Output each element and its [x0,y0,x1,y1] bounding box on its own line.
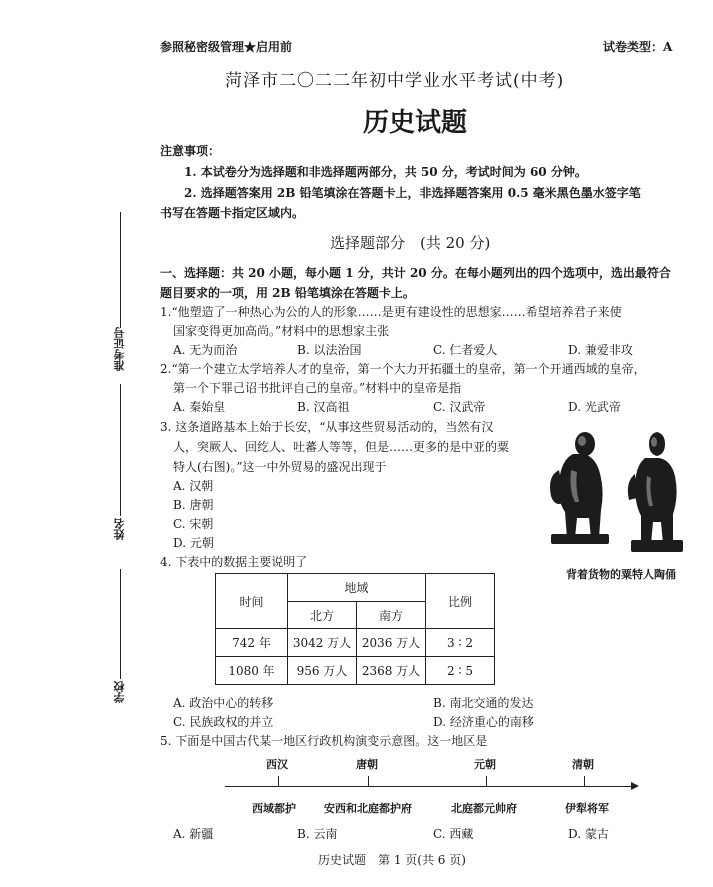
question-4-option-a[interactable]: A. 政治中心的转移 [173,696,274,710]
timeline-axis [225,786,633,787]
notes-heading: 注意事项： [160,144,221,158]
question-3-option-b[interactable]: B. 唐朝 [173,498,214,512]
table-cell-time: 1080 年 [216,657,288,685]
question-2-option-d[interactable]: D. 光武帝 [568,400,621,414]
question-5-option-c[interactable]: C. 西藏 [433,827,474,841]
question-3-stem: 3. 这条道路基本上始于长安，“从事这些贸易活动的，当然有汉 [160,420,494,434]
page-title: 历史试题 [363,108,468,138]
question-3-stem: 人，突厥人、回纥人、吐蕃人等等，但是……更多的是中亚的粟 [173,440,510,454]
table-cell-south: 2036 万人 [357,629,426,657]
question-1-option-b[interactable]: B. 以法治国 [297,343,362,357]
question-3-stem: 特人(右图)。”这一中外贸易的盛况出现于 [173,460,387,474]
question-1-stem: 国家变得更加高尚。”材料中的思想家主张 [173,324,390,338]
image-caption: 背着货物的粟特人陶俑 [566,568,676,581]
question-2-stem: 2.“第一个建立太学培养人才的皇帝，第一个大力开拓疆土的皇帝，第一个开通西域的皇帝， [160,362,646,376]
question-1-stem: 1.“他塑造了一种热心为公的人的形象……是更有建设性的思想家……希望培养君子来使 [160,305,622,319]
table-row [216,629,495,657]
question-2-option-b[interactable]: B. 汉高祖 [297,400,350,414]
section-title: 选择题部分 (共 20 分) [330,234,491,252]
table-cell-south: 2368 万人 [357,657,426,685]
timeline-dynasty: 元朝 [474,758,496,771]
question-2-stem: 第一个下罪己诏书批评自己的皇帝。”材料中的皇帝是指 [173,381,462,395]
exam-number-label: 准考证号 [113,327,126,371]
table-cell-time: 742 年 [216,629,288,657]
name-label: 姓名 [113,518,126,540]
page-footer: 历史试题 第 1 页(共 6 页) [318,853,466,867]
timeline-institution: 西域都护 [252,802,296,815]
timeline-arrow [631,782,639,790]
question-5-option-d[interactable]: D. 蒙古 [568,827,609,841]
question-5-stem: 5. 下面是中国古代某一地区行政机构演变示意图。这一地区是 [160,734,488,748]
population-table [215,573,495,685]
secret-notice: 参照秘密级管理★启用前 [160,40,293,54]
question-3-option-d[interactable]: D. 元朝 [173,536,214,550]
timeline-institution: 伊犁将军 [565,802,609,815]
table-header-region: 地域 [288,574,426,602]
exam-name: 菏泽市二〇二二年初中学业水平考试(中考) [225,71,565,91]
paper-type: 试卷类型：A [603,40,673,54]
timeline-tick [486,776,487,787]
timeline-dynasty: 西汉 [266,758,288,771]
note-item: 2. 选择题答案用 2B 铅笔填涂在答题卡上，非选择题答案用 0.5 毫米黑色墨水签字笔 [184,186,641,200]
school-line [120,569,121,679]
table-cell-north: 3042 万人 [288,629,357,657]
section-instruction: 题目要求的一项，用 2B 铅笔填涂在答题卡上。 [160,286,415,300]
table-cell-ratio: 3 ∶ 2 [426,629,495,657]
question-4-option-c[interactable]: C. 民族政权的并立 [173,715,274,729]
table-header-ratio: 比例 [426,574,495,629]
question-3-option-c[interactable]: C. 宋朝 [173,517,214,531]
question-1-option-a[interactable]: A. 无为而治 [173,343,238,357]
table-header-north: 北方 [288,602,357,629]
note-item: 1. 本试卷分为选择题和非选择题两部分，共 50 分，考试时间为 60 分钟。 [184,165,587,179]
timeline-dynasty: 唐朝 [356,758,378,771]
table-cell-north: 956 万人 [288,657,357,685]
question-3-option-a[interactable]: A. 汉朝 [173,479,214,493]
section-instruction: 一、选择题：共 20 小题，每小题 1 分，共计 20 分。在每小题列出的四个选项中，选出最符合 [160,266,671,280]
table-row [216,657,495,685]
timeline-tick [278,776,279,787]
timeline-institution: 北庭都元帅府 [451,802,517,815]
question-2-option-a[interactable]: A. 秦始皇 [173,400,226,414]
question-5-option-a[interactable]: A. 新疆 [173,827,214,841]
name-line [120,384,121,516]
question-2-option-c[interactable]: C. 汉武帝 [433,400,486,414]
table-header-south: 南方 [357,602,426,629]
question-4-option-d[interactable]: D. 经济重心的南移 [433,715,534,729]
timeline-tick [584,776,585,787]
timeline-tick [368,776,369,787]
question-4-stem: 4. 下表中的数据主要说明了 [160,555,308,569]
note-item: 书写在答题卡指定区域内。 [160,206,305,220]
exam-number-line [120,212,121,328]
school-label: 学校 [113,681,126,703]
sogdian-figurines-image [545,430,693,558]
question-5-option-b[interactable]: B. 云南 [297,827,338,841]
table-cell-ratio: 2 ∶ 5 [426,657,495,685]
timeline-dynasty: 清朝 [572,758,594,771]
question-1-option-c[interactable]: C. 仁者爱人 [433,343,498,357]
question-4-option-b[interactable]: B. 南北交通的发达 [433,696,534,710]
table-header-time: 时间 [216,574,288,629]
timeline-institution: 安西和北庭都护府 [324,802,412,815]
question-1-option-d[interactable]: D. 兼爱非攻 [568,343,633,357]
